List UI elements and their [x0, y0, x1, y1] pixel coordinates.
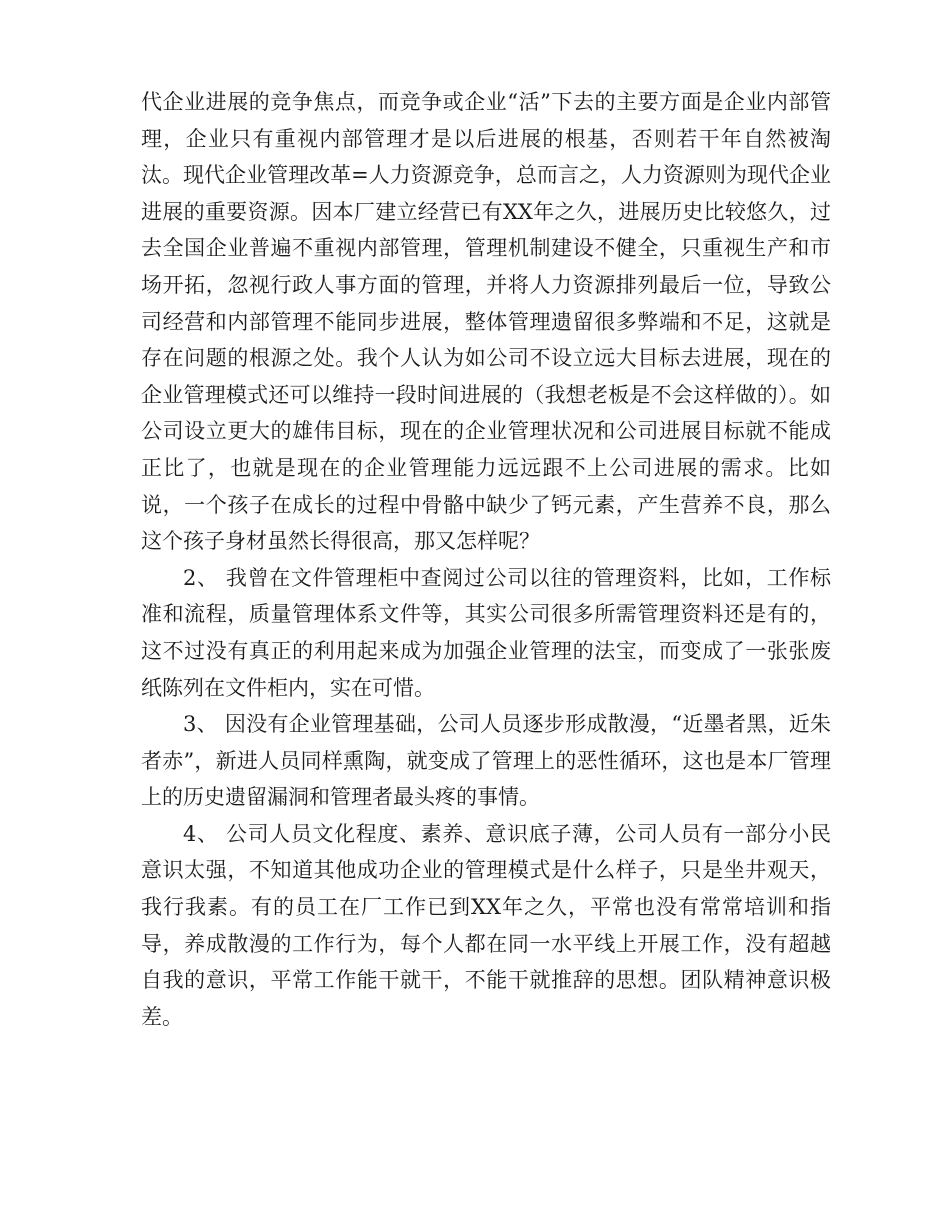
- document-body: [141, 84, 831, 1035]
- paragraph-item-3: 3、 因没有企业管理基础，公司人员逐步形成散漫，“近墨者黑，近朱者赤”，新进人员同样熏陶，就变成了管理上的恶性循环，这也是本厂管理上的历史遗留漏洞和管理者最头疼的事情。: [141, 712, 831, 810]
- paragraph-item-4: 4、 公司人员文化程度、素养、意识底子薄，公司人员有一部分小民意识太强，不知道其他成功企业的管理模式是什么样子，只是坐井观天，我行我素。有的员工在厂工作已到XX年之久，平常也没有常常培训和指导，养成散漫的工作行为，每个人都在同一水平线上开展工作，没有超越自我的意识，平常工作能干就干，不能干就推辞的思想。团队精神意识极差。: [141, 821, 831, 1029]
- paragraph-item-2: 2、 我曾在文件管理柜中查阅过公司以往的管理资料，比如，工作标准和流程，质量管理体系文件等，其实公司很多所需管理资料还是有的，这不过没有真正的利用起来成为加强企业管理的法宝，而变成了一张张废纸陈列在文件柜内，实在可惜。: [141, 565, 831, 700]
- paragraph-continuation: 代企业进展的竞争焦点，而竞争或企业“活”下去的主要方面是企业内部管理，企业只有重视内部管理才是以后进展的根基，否则若干年自然被淘汰。现代企业管理改革=人力资源竞争，总而言之，人力资源则为现代企业进展的重要资源。因本厂建立经营已有XX年之久，进展历史比较悠久，过去全国企业普遍不重视内部管理，管理机制建设不健全，只重视生产和市场开拓，忽视行政人事方面的管理，并将人力资源排列最后一位，导致公司经营和内部管理不能同步进展，整体管理遗留很多弊端和不足，这就是存在问题的根源之处。我个人认为如公司不设立远大目标去进展，现在的企业管理模式还可以维持一段时间进展的（我想老板是不会这样做的）。如公司设立更大的雄伟目标，现在的企业管理状况和公司进展目标就不能成正比了，也就是现在的企业管理能力远远跟不上公司进展的需求。比如说，一个孩子在成长的过程中骨骼中缺少了钙元素，产生营养不良，那么这个孩子身材虽然长得很高，那又怎样呢？: [141, 90, 831, 554]
